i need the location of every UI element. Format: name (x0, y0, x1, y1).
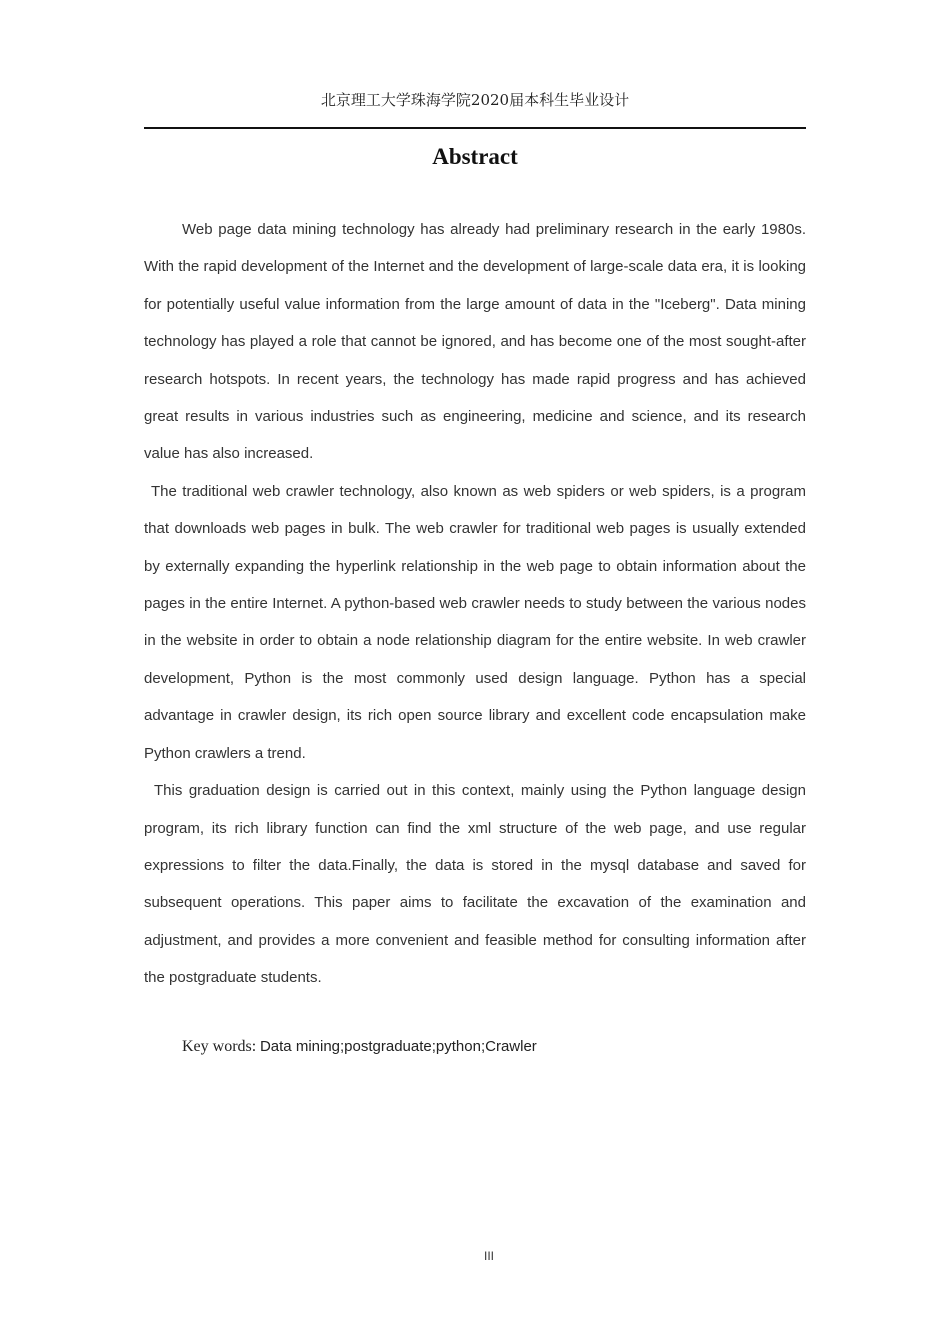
keywords-value: Data mining;postgraduate;python;Crawler (259, 1038, 537, 1055)
running-header: 北京理工大学珠海学院2020届本科生毕业设计 (320, 91, 630, 109)
page-number: III (483, 1249, 494, 1263)
keywords-line (182, 1036, 802, 1058)
abstract-paragraph-2: The traditional web crawler technology, also known as web spiders or web spiders, is a program that downloads web pages in bulk. The web crawler for traditional web pages is usually extended by externally expanding the hyperlink relationship in the web page to obtain information about the pages in the entire Internet. A python-based web crawler needs to study between the various nodes in the website in order to obtain a node relationship diagram for the entire website. In web crawler development, Python is the most commonly used design language. Python has a special advantage in crawler design, its rich open source library and excellent code encapsulation make Python crawlers a trend. (144, 482, 806, 762)
page-title: Abstract (432, 144, 518, 169)
abstract-paragraph-3: This graduation design is carried out in this context, mainly using the Python language design program, its rich library function can find the xml structure of the web page, and use regular expressions to filter the data.Finally, the data is stored in the mysql database and saved for subsequent operations. This paper aims to facilitate the excavation of the examination and adjustment, and provides a more convenient and feasible method for consulting information after the postgraduate students. (144, 782, 806, 987)
abstract-paragraph-1: Web page data mining technology has already had preliminary research in the early 1980s. With the rapid development of the Internet and the development of large-scale data era, it is looking for potentially useful value information from the large amount of data in the "Iceberg". Data mining technology has played a role that cannot be ignored, and has become one of the most sought-after research hotspots. In recent years, the technology has made rapid progress and has achieved great results in various industries such as engineering, medicine and science, and its research value has also increased. (144, 221, 806, 463)
keywords-label: Key words: (182, 1038, 257, 1055)
abstract-body (144, 211, 806, 997)
header-divider (144, 127, 806, 129)
